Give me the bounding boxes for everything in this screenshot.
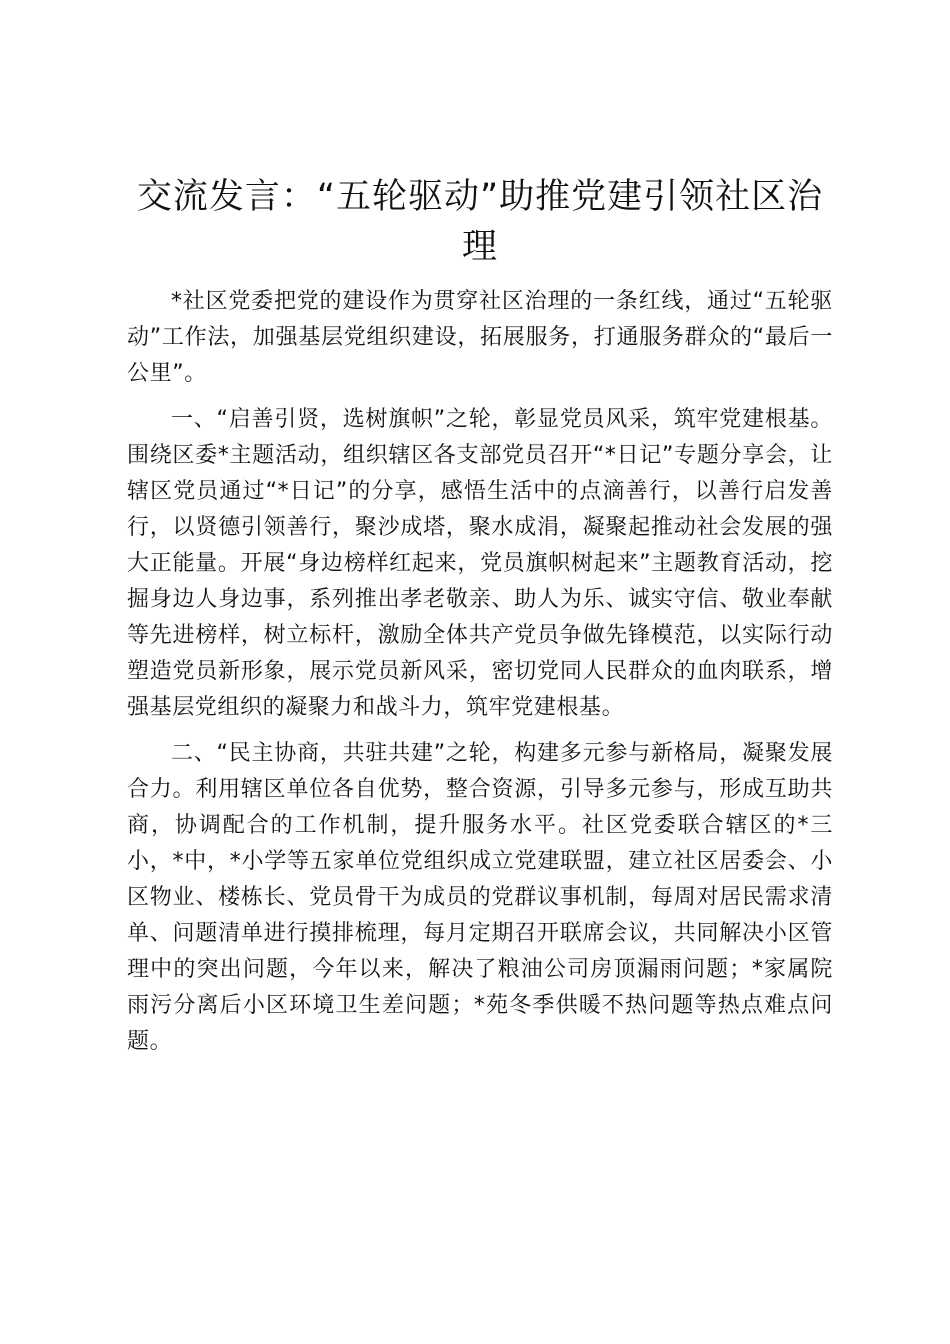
section-two-paragraph: 二、“民主协商，共驻共建”之轮，构建多元参与新格局，凝聚发展合力。利用辖区单位各自优势，整合资源，引导多元参与，形成互助共商，协调配合的工作机制，提升服务水平。社区党委联合辖区的*三小，*中，*小学等五家单位党组织成立党建联盟，建立社区居委会、小区物业、楼栋长、党员骨干为成员的党群议事机制，每周对居民需求清单、问题清单进行摸排梳理，每月定期召开联席会议，共同解决小区管理中的突出问题，今年以来，解决了粮油公司房顶漏雨问题；*家属院雨污分离后小区环境卫生差问题；*苑冬季供暖不热问题等热点难点问题。 xyxy=(127,741,833,1054)
document-title: 交流发言：“五轮驱动”助推党建引领社区治理 xyxy=(136,177,824,267)
section-one-paragraph: 一、“启善引贤，选树旗帜”之轮，彰显党员风采，筑牢党建根基。围绕区委*主题活动，组织辖区各支部党员召开“*日记”专题分享会，让辖区党员通过“*日记”的分享，感悟生活中的点滴善行，以善行启发善行，以贤德引领善行，聚沙成塔，聚水成涓，凝聚起推动社会发展的强大正能量。开展“身边榜样红起来，党员旗帜树起来”主题教育活动，挖掘身边人身边事，系列推出孝老敬亲、助人为乐、诚实守信、敬业奉献等先进榜样，树立标杆，激励全体共产党员争做先锋模范，以实际行动塑造党员新形象，展示党员新风采，密切党同人民群众的血肉联系，增强基层党组织的凝聚力和战斗力，筑牢党建根基。 xyxy=(127,407,833,720)
document-body xyxy=(127,284,833,1070)
intro-paragraph: *社区党委把党的建设作为贯穿社区治理的一条红线，通过“五轮驱动”工作法，加强基层党组织建设，拓展服务，打通服务群众的“最后一公里”。 xyxy=(127,289,833,386)
